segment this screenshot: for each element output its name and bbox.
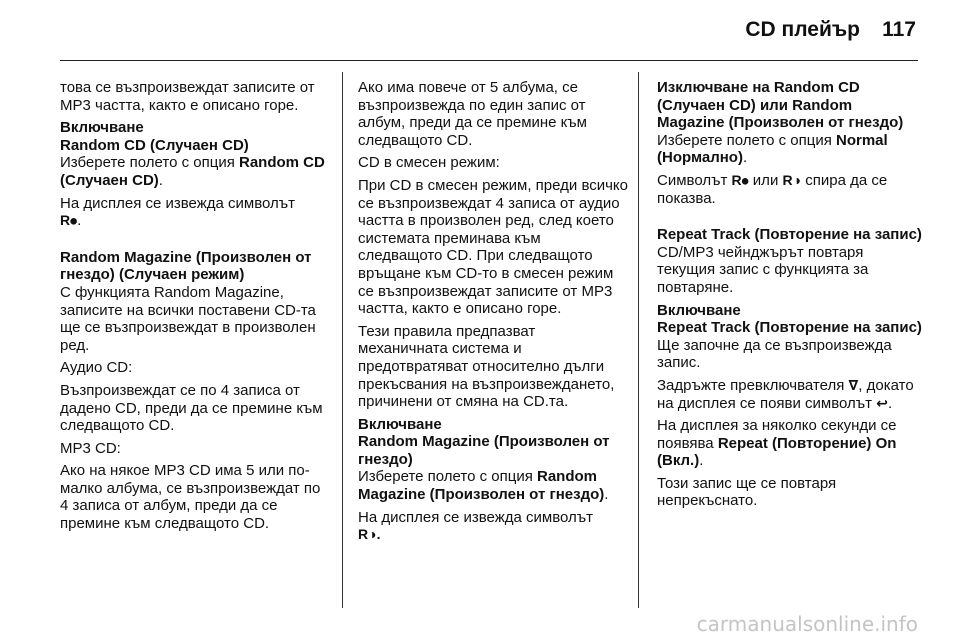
column-divider-2	[638, 72, 639, 608]
random-cd-icon: R⦁	[60, 212, 78, 229]
paragraph: Тези правила предпазват механичната система и предотвратяват относително дълги прекъсвания на възпроизвеждането, причинени от смяна на CD.та.	[358, 322, 615, 411]
paragraph: Този запис ще се повтаря непрекъснато.	[657, 474, 837, 510]
paragraph: На дисплея се извежда символът R⦁.	[60, 194, 296, 230]
watermark: carmanualsonline.info	[696, 612, 918, 636]
section-heading: Repeat Track (Повторение на запис)	[657, 226, 922, 244]
paragraph: Ако има повече от 5 албума, се възпроизвежда по един запис от албум, преди да се премине към следващото CD.	[358, 79, 587, 149]
random-cd-icon: R⦁	[731, 171, 749, 188]
column-1	[60, 79, 328, 538]
header-divider	[60, 60, 918, 61]
page-title: CD плейър	[745, 18, 860, 41]
paragraph: Символът R⦁ или R◑ спира да се показва.	[657, 171, 888, 207]
paragraph: CD/MP3 чейнджърът повтаря текущия запис с функцията за повтаряне.	[657, 243, 869, 296]
repeat-icon: ↩	[876, 394, 888, 411]
paragraph: С функцията Random Magazine, записите на всички поставени CD-та ще се възпроизвеждат в произволен ред.	[60, 283, 316, 354]
column-divider-1	[342, 72, 343, 608]
section-heading: Включване	[60, 119, 144, 137]
section-heading: Изключване на Random CD (Случаен CD) или Random Magazine (Произволен от гнездо)	[657, 79, 904, 132]
section-heading: Random Magazine (Произволен от гнездо)	[358, 433, 610, 468]
column-2	[358, 79, 628, 549]
column-3	[657, 79, 922, 515]
section-heading: Random CD (Случаен CD)	[60, 136, 249, 154]
random-magazine-icon: R◑	[782, 171, 802, 188]
paragraph: На дисплея за няколко секунди се появява Repeat (Повторение) On (Вкл.).	[657, 417, 897, 470]
random-magazine-icon: R◑.	[358, 526, 381, 543]
section-heading: Random Magazine (Произволен от гнездо) (Случаен режим)	[60, 248, 312, 284]
paragraph: Изберете полето с опция Random Magazine (Произволен от гнездо).	[358, 468, 609, 504]
section-heading: Включване	[358, 415, 442, 433]
paragraph: Ако на някое MP3 CD има 5 или по-малко албума, се възпроизвеждат по 4 записа от албум, преди да се премине към следващото CD.	[60, 462, 321, 533]
section-heading: Repeat Track (Повторение на запис)	[657, 319, 922, 337]
paragraph: Задръжте превключвателя ∇, докато на дисплея се появи символът ↩.	[657, 376, 914, 412]
paragraph: Изберете полето с опция Random CD (Случаен CD).	[60, 154, 325, 189]
paragraph: това се възпроизвеждат записите от MP3 частта, както е описано горе.	[60, 79, 315, 114]
page-header	[0, 0, 960, 58]
seek-down-icon: ∇	[848, 376, 859, 393]
section-heading: Включване	[657, 301, 741, 319]
paragraph: Възпроизвеждат се по 4 записа от дадено CD, преди да се премине към следващото CD.	[60, 381, 323, 435]
page-number: 117	[882, 18, 916, 41]
paragraph: Изберете полето с опция Normal (Нормално).	[657, 131, 888, 167]
paragraph: На дисплея се извежда символът R◑.	[358, 508, 594, 543]
paragraph: При CD в смесен режим, преди всичко се възпроизвеждат 4 записа от аудио частта в произволен ред, след което системата преминава към следващото CD. При следващото връщане към CD-то в смесен режим се възпроизвеждат записите от MP3 частта, както е описано горе.	[358, 176, 629, 318]
paragraph: Аудио CD:	[60, 359, 133, 377]
paragraph: Ще започне да се възпроизвежда запис.	[657, 336, 892, 372]
paragraph: MP3 CD:	[60, 439, 121, 457]
paragraph: CD в смесен режим:	[358, 154, 500, 172]
